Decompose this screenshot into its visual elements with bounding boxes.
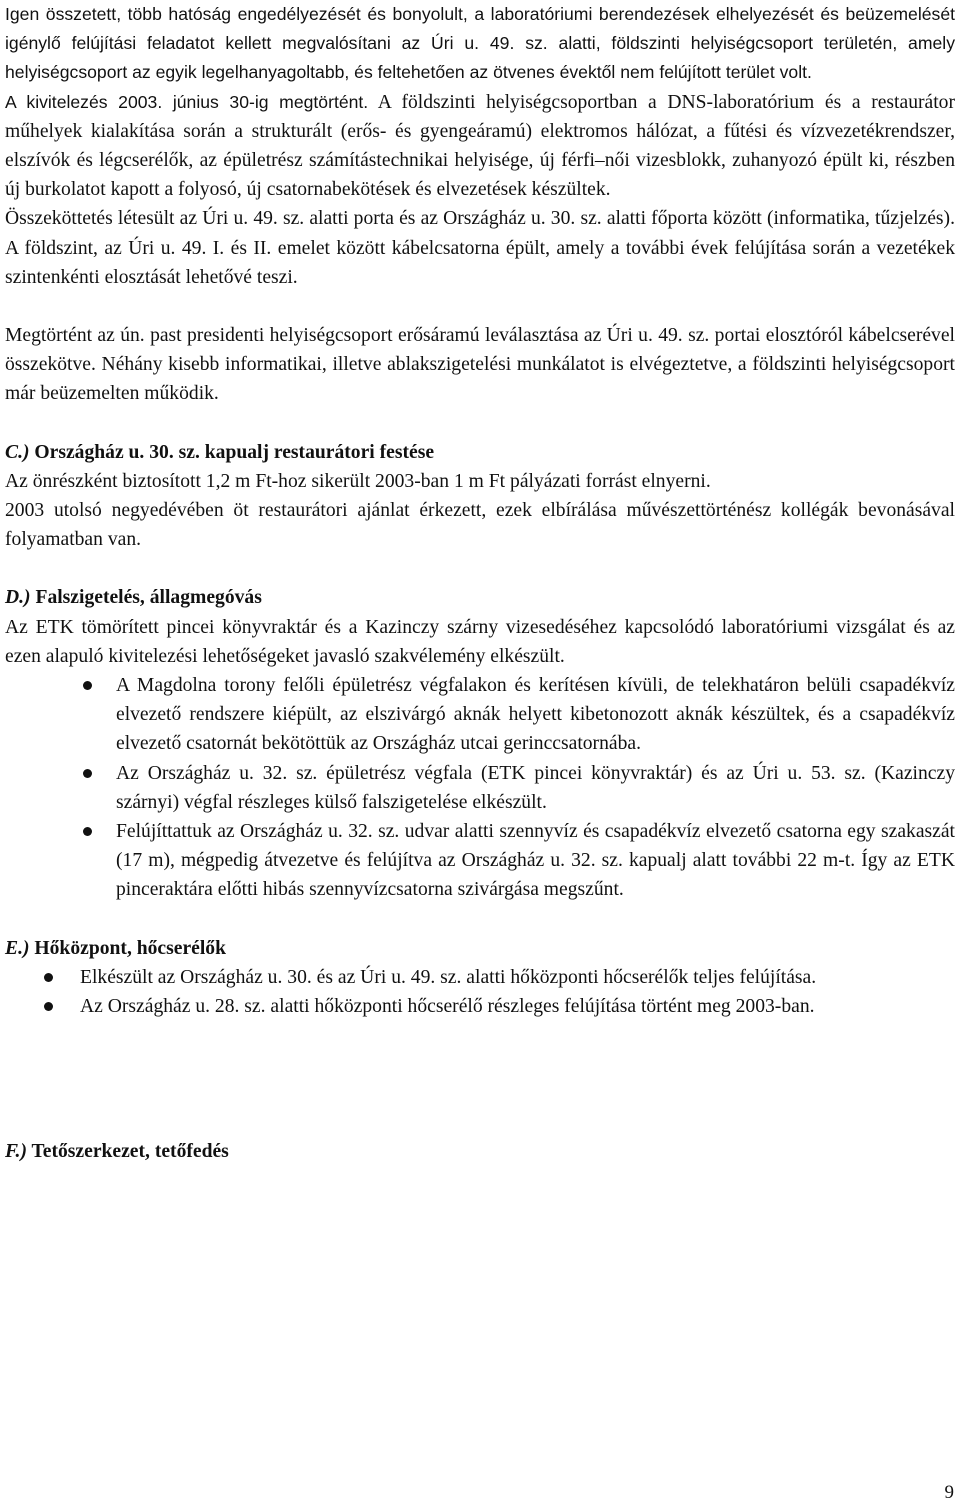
section-c-paragraph: Az önrészként biztosított 1,2 m Ft-hoz sikerült 2003-ban 1 m Ft pályázati forrást elnyerni. xyxy=(5,470,711,492)
document-page xyxy=(5,0,955,1167)
section-d-list xyxy=(5,671,955,905)
paragraph-past-presidential: Megtörtént az ún. past presidenti helyiségcsoport erősáramú leválasztása az Úri u. 49. sz. portai elosztóról kábelcserével összekötve. Néhány kisebb informatikai, illetve ablakszigetelési munkálatot is elvégeztetve, a földszinti helyiségcsoport már beüzemelten működik. xyxy=(5,325,955,405)
bullet-icon xyxy=(83,827,92,836)
section-d-title: Falszigetelés, állagmegóvás xyxy=(30,587,262,609)
section-e-title: Hőközpont, hőcserélők xyxy=(29,937,226,959)
list-item: Felújíttattuk az Országház u. 32. sz. udvar alatti szennyvíz és csapadékvíz elvezető csatorna egy szakaszát (17 m), mégpedig átvezetve és felújítva az Országház u. 32. sz. kapualj alatt további 22 m-t. Így az ETK pinceraktára előtti hibás szennyvízcsatorna szivárgása megszűnt. xyxy=(5,817,955,905)
section-d-letter: D.) xyxy=(5,587,31,609)
bullet-icon xyxy=(83,769,92,778)
section-c-title: Országház u. 30. sz. kapualj restaurátori festése xyxy=(29,441,435,463)
list-item: Az Országház u. 28. sz. alatti hőközponti hőcserélő részleges felújítása történt meg 2003-ban. xyxy=(5,992,955,1021)
section-f-title: Tetőszerkezet, tetőfedés xyxy=(26,1141,229,1163)
section-c-paragraph: 2003 utolsó negyedévében öt restaurátori ajánlat érkezett, ezek elbírálása művészettörténész kollégák bevonásával folyamatban van. xyxy=(5,500,955,551)
section-f-letter: F.) xyxy=(5,1141,27,1163)
list-item: Elkészült az Országház u. 30. és az Úri u. 49. sz. alatti hőközponti hőcserélők teljes felújítása. xyxy=(5,963,955,992)
implementation-details-text: A földszinti helyiségcsoportban a DNS-laboratórium és a restaurátor műhelyek kialakítása során a strukturált (erős- és gyengeáramú) elektromos hálózat, a fűtési és vízvezetékrendszer, elszívók és légcserélők, az épületrész számítástechnikai helyisége, új férfi–női vizesblokk, zuhanyozó épült ki, részben új burkolatot kapott a folyosó, új csatornabekötések és elvezetések készültek. xyxy=(5,91,955,201)
section-d-heading xyxy=(5,583,955,612)
section-c-letter: C.) xyxy=(5,441,30,463)
page-number: 9 xyxy=(944,1482,954,1503)
bullet-icon xyxy=(44,973,53,982)
section-d-intro: Az ETK tömörített pincei könyvraktár és a Kazinczy szárny vizesedéséhez kapcsolódó laboratóriumi vizsgálat és az ezen alapuló kivitelezési lehetőségeket javasló szakvélemény elkészült. xyxy=(5,616,955,667)
intro-paragraph: Igen összetett, több hatóság engedélyezését és bonyolult, a laboratóriumi berendezések elhelyezését és beüzemelését igénylő felújítási feladatot kellett megvalósítani az Úri u. 49. sz. alatti, földszinti helyiségcsoport területén, amely helyiségcsoport az egyik legelhanyagoltabb, és feltehetően az ötvenes évektől nem felújított terület volt. xyxy=(5,4,955,83)
section-f-heading xyxy=(5,1137,955,1166)
paragraph-connection: Összeköttetés létesült az Úri u. 49. sz. alatti porta és az Országház u. 30. sz. alatti főporta között (informatika, tűzjelzés). A földszint, az Úri u. 49. I. és II. emelet között kábelcsatorna épült, amely a további évek felújítása során a vezetékek szintenkénti elosztását lehetővé teszi. xyxy=(5,208,955,288)
paragraph-implementation xyxy=(5,88,955,205)
list-item: Az Országház u. 32. sz. épületrész végfala (ETK pincei könyvraktár) és az Úri u. 53. sz. (Kazinczy szárnyi) végfal részleges külső falszigetelése elkészült. xyxy=(5,759,955,817)
bullet-icon xyxy=(83,681,92,690)
section-e-list xyxy=(5,963,955,1021)
list-item: A Magdolna torony felőli épületrész végfalakon és kerítésen kívüli, de telekhatáron belüli csapadékvíz elvezető rendszere kiépült, az elszivárgó aknák helyett kibetonozott aknák készültek, és a csapadékvíz elvezető csatornát bekötöttük az Országház utcai gerinccsatornába. xyxy=(5,671,955,759)
implementation-date-text: A kivitelezés 2003. június 30-ig megtörtént. xyxy=(5,91,369,112)
section-e-letter: E.) xyxy=(5,937,30,959)
section-e-heading xyxy=(5,934,955,963)
bullet-icon xyxy=(44,1002,53,1011)
section-c-heading xyxy=(5,438,955,467)
